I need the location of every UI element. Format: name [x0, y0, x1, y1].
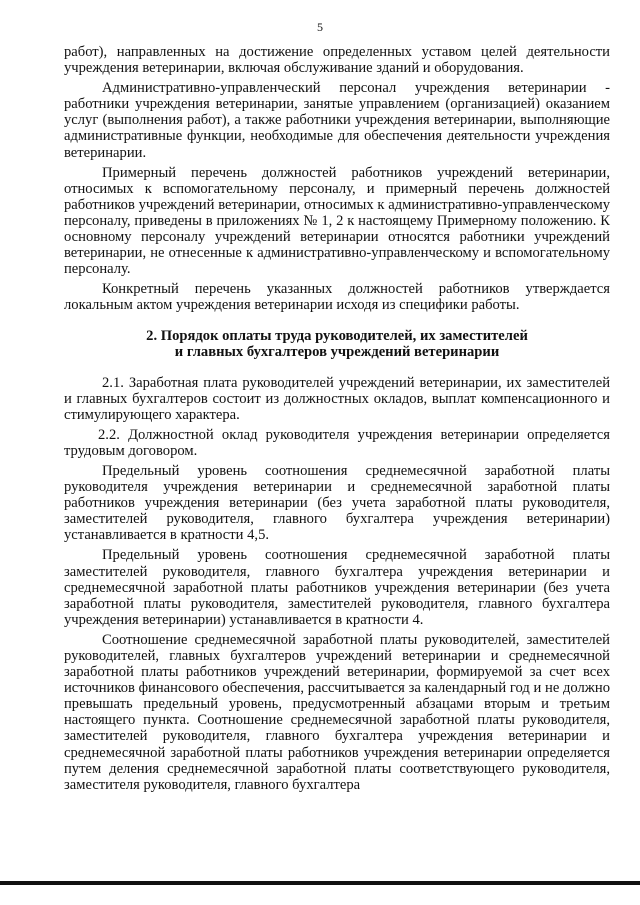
paragraph: Предельный уровень соотношения среднемесячной заработной платы руководителя учреждения ветеринарии и среднемесячной заработной платы работников учреждения ветеринарии (без учета заработной платы руководителя, заместителей руководителя, главного бухгалтера учреждения ветеринарии) устанавливается в кратности 4,5.: [64, 462, 610, 544]
section-heading: [64, 328, 610, 361]
paragraph: 2.1. Заработная плата руководителей учреждений ветеринарии, их заместителей и главных бухгалтеров состоит из должностных окладов, выплат компенсационного и стимулирующего характера.: [64, 374, 610, 423]
page-number: 5: [317, 20, 323, 34]
paragraph: Конкретный перечень указанных должностей работников утверждается локальным актом учреждения ветеринарии исходя из специфики работы.: [64, 281, 610, 314]
section-heading-line: и главных бухгалтеров учреждений ветеринарии: [174, 344, 500, 360]
page-bottom-rule: [0, 881, 640, 885]
paragraph: Административно-управленческий персонал учреждения ветеринарии - работники учреждения ветеринарии, занятые управлением (организацией) оказанием услуг (выполнения работ), а также работники учреждения ветеринарии, выполняющие административные функции, необходимые для обеспечения деятельности учреждения ветеринарии.: [64, 80, 610, 161]
paragraph: Предельный уровень соотношения среднемесячной заработной платы заместителей руководителя, главного бухгалтера учреждения ветеринарии и среднемесячной заработной платы работников учреждения ветеринарии (без учета заработной платы руководителя, заместителей руководителя, главного бухгалтера учреждения ветеринарии) устанавливается в кратности 4.: [64, 547, 610, 628]
paragraph: работ), направленных на достижение определенных уставом целей деятельности учреждения ветеринарии, включая обслуживание зданий и оборудования.: [64, 44, 610, 77]
paragraph: Примерный перечень должностей работников учреждений ветеринарии, относимых к вспомогательному персоналу, и примерный перечень должностей работников учреждений ветеринарии, относимых к административно-управленческому персоналу, приведены в приложениях № 1, 2 к настоящему Примерному положению. К основному персоналу учреждений ветеринарии относятся работники учреждений ветеринарии, не отнесенные к административно-управленческому и вспомогательному персоналу.: [64, 164, 610, 278]
section-heading-line: 2. Порядок оплаты труда руководителей, их заместителей: [146, 327, 528, 344]
document-body: [64, 44, 610, 797]
paragraph: Соотношение среднемесячной заработной платы руководителей, заместителей руководителей, главных бухгалтеров учреждений ветеринарии и среднемесячной заработной платы работников учреждений ветеринарии, формируемой за счет всех источников финансового обеспечения, рассчитывается за календарный год и не должно превышать предельный уровень, предусмотренный абзацами вторым и третьим настоящего пункта. Соотношение среднемесячной заработной платы руководителя, заместителей руководителя, главного бухгалтера учреждения ветеринарии и среднемесячной заработной платы работников учреждения ветеринарии определяется путем деления среднемесячной заработной платы соответствующего руководителя, заместителя руководителя, главного бухгалтера: [64, 631, 610, 793]
paragraph: 2.2. Должностной оклад руководителя учреждения ветеринарии определяется трудовым договором.: [64, 426, 610, 459]
